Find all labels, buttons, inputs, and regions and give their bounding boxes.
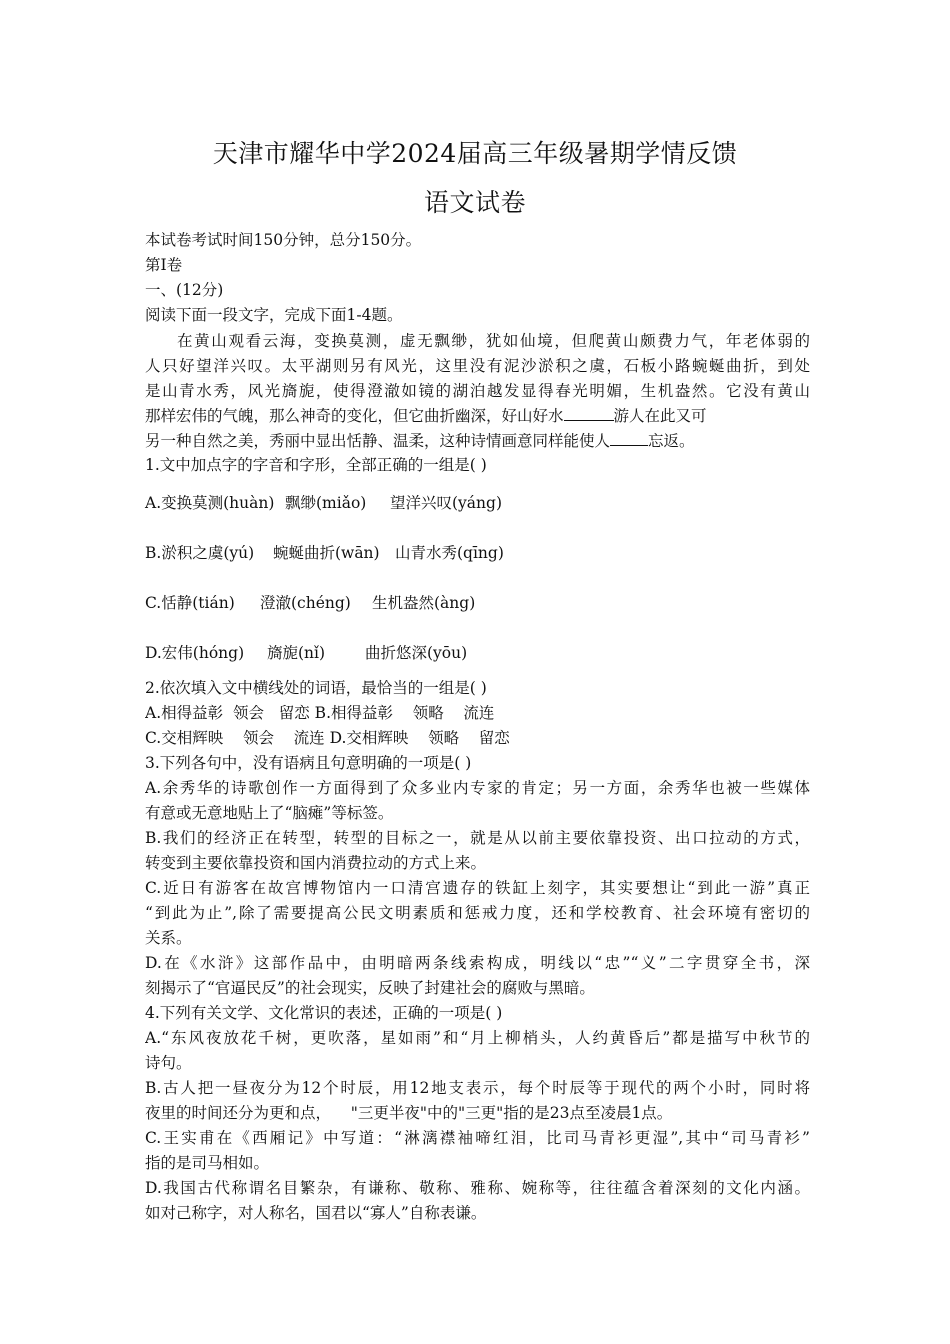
- question-4-stem: 4.下列有关文学、文化常识的表述，正确的一项是( ): [145, 1004, 503, 1022]
- volume-label: 第Ⅰ卷: [145, 256, 183, 274]
- option-item: 蜿蜒曲折(wān): [273, 544, 380, 562]
- question-3-line: 转变到主要依靠投资和国内消费拉动的方式上来。: [145, 854, 487, 872]
- option-item: B.淤积之虞(yú): [145, 544, 255, 562]
- question-2-stem: 2.依次填入文中横线处的词语，最恰当的一组是( ): [145, 679, 487, 697]
- question-3-line: “到此为止”,除了需要提高公民文明素质和惩戒力度，还和学校教育、社会环境有密切的: [145, 904, 810, 922]
- option-item: 望洋兴叹(yáng): [390, 494, 502, 512]
- option-item: D.宏伟(hóng): [145, 644, 245, 662]
- passage-line: 是山青水秀，风光旖旎，使得澄澈如镜的湖泊越发显得春光明媚，生机盎然。它没有黄山: [145, 382, 810, 400]
- passage-line: 人只好望洋兴叹。太平湖则另有风光，这里没有泥沙淤积之虞，石板小路蜿蜒曲折，到处: [145, 357, 810, 375]
- question-3-line: 刻揭示了“官逼民反”的社会现实，反映了封建社会的腐败与黑暗。: [145, 979, 595, 997]
- passage-text: 另一种自然之美，秀丽中显出恬静、温柔，这种诗情画意同样能使人: [145, 432, 611, 450]
- question-4-line: A.“东风夜放花千树，更吹落，星如雨”和“月上柳梢头，人约黄昏后”都是描写中秋节的: [145, 1029, 810, 1047]
- passage-line: [145, 404, 810, 426]
- passage-text: 忘返。: [648, 432, 695, 450]
- question-3-line: 有意或无意地贴上了“脑瘫”等标签。: [145, 804, 394, 822]
- question-3-line: B.我们的经济正在转型，转型的目标之一，就是从以前主要依靠投资、出口拉动的方式，: [145, 829, 810, 847]
- question-3-line: 关系。: [145, 929, 192, 947]
- question-4-line: D.我国古代称谓名目繁杂，有谦称、敬称、雅称、婉称等，往往蕴含着深刻的文化内涵。: [145, 1179, 810, 1197]
- question-4-line: 夜里的时间还分为更和点， "三更半夜"中的"三更"指的是23点至凌晨1点。: [145, 1104, 673, 1122]
- question-4-line: 诗句。: [145, 1054, 192, 1072]
- question-3-line: A.余秀华的诗歌创作一方面得到了众多业内专家的肯定；另一方面，余秀华也被一些媒体: [145, 779, 810, 797]
- question-2-options-cd: C.交相辉映 领会 流连 D.交相辉映 领略 留恋: [145, 729, 510, 747]
- question-4-line: C.王实甫在《西厢记》中写道：“淋漓襟袖啼红泪，比司马青衫更湿”,其中“司马青衫”: [145, 1129, 810, 1147]
- option-item: 旖旎(nǐ): [267, 644, 326, 662]
- option-item: 山青水秀(qīng): [395, 544, 504, 562]
- option-item: 澄澈(chéng): [260, 594, 351, 612]
- fill-blank: [564, 406, 614, 421]
- question-3-stem: 3.下列各句中，没有语病且句意明确的一项是( ): [145, 754, 472, 772]
- question-1-stem: 1.文中加点字的字音和字形，全部正确的一组是( ): [145, 456, 487, 474]
- question-4-line: B.古人把一昼夜分为12个时辰，用12地支表示，每个时辰等于现代的两个小时，同时将: [145, 1079, 810, 1097]
- exam-subtitle: 语文试卷: [423, 188, 526, 217]
- question-4-line: 如对己称字，对人称名，国君以“寡人”自称表谦。: [145, 1204, 487, 1222]
- fill-blank: [610, 431, 648, 446]
- time-note: 本试卷考试时间150分钟，总分150分。: [145, 231, 422, 249]
- question-3-line: D.在《水浒》这部作品中，由明暗两条线索构成，明线以“忠”“义”二字贯穿全书，深: [145, 954, 810, 972]
- question-2-options-ab: A.相得益彰 领会 留恋 B.相得益彰 领略 流连: [145, 704, 495, 722]
- exam-title: 天津市耀华中学2024届高三年级暑期学情反馈: [212, 139, 738, 168]
- question-4-line: 指的是司马相如。: [145, 1154, 270, 1172]
- passage-text: 游人在此又可: [613, 407, 707, 425]
- passage-line: 在黄山观看云海，变换莫测，虚无飘缈，犹如仙境，但爬黄山颇费力气，年老体弱的: [177, 332, 810, 350]
- option-item: C.恬静(tián): [145, 594, 235, 612]
- option-item: 飘缈(miǎo): [285, 494, 367, 512]
- option-item: 生机盎然(àng): [372, 594, 476, 612]
- option-item: 曲折悠深(yōu): [365, 644, 468, 662]
- question-3-line: C.近日有游客在故宫博物馆内一口清宫遗存的铁缸上刻字，其实要想让“到此一游”真正: [145, 879, 810, 897]
- section-heading: 一、(12分): [145, 281, 224, 299]
- passage-text: 那样宏伟的气魄，那么神奇的变化，但它曲折幽深，好山好水: [145, 407, 564, 425]
- option-item: A.变换莫测(huàn): [145, 494, 275, 512]
- reading-instruction: 阅读下面一段文字，完成下面1-4题。: [145, 306, 403, 324]
- passage-line: [145, 429, 810, 451]
